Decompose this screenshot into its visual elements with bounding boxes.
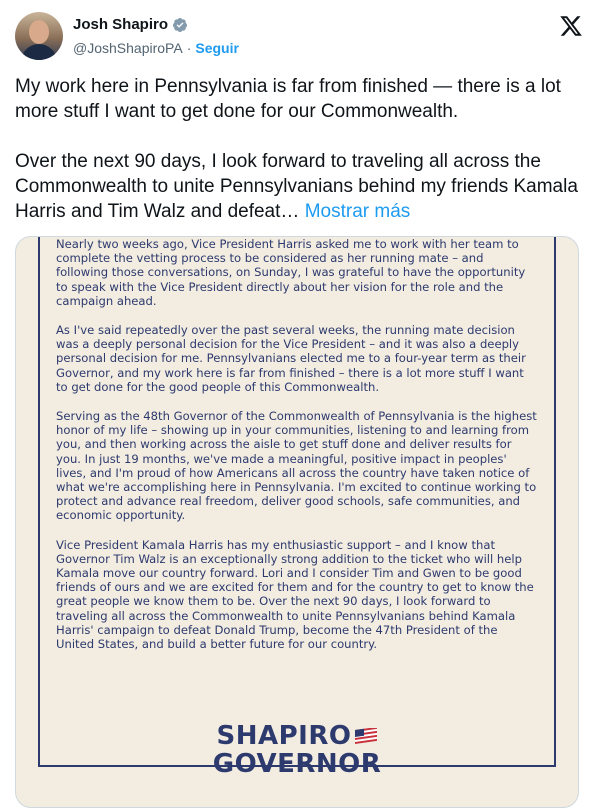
letter-paragraph: Nearly two weeks ago, Vice President Harris asked me to work with her team to complete the vetting process to be considered as her running mate – and following those conversations, on Sunday, I was grateful to have the opportunity to speak with the Vice President directly about her vision for the role and the campaign ahead. (56, 237, 526, 308)
attached-image[interactable] (15, 236, 579, 808)
letter-paragraph: Serving as the 48th Governor of the Commonwealth of Pennsylvania is the highest honor of my life – showing up in your communities, listening to and learning from you, and then working across the aisle to get stuff done and deliver results for you. In just 19 months, we've made a meaningful, positive impact in peoples' lives, and I'm proud of how Americans all across the country have taken notice of what we're accomplishing here in Pennsylvania. I'm excited to continue working to protect and advance real freedom, deliver good schools, safe communities, and economic opportunity. (56, 409, 537, 523)
tweet-paragraph-text: Over the next 90 days, I look forward to traveling all across the Commonwealth to unite Pennsylvanians behind my friends Kamala Harris and Tim Walz and defeat… (15, 151, 578, 222)
author-name-row (73, 16, 188, 33)
letter-body (56, 237, 538, 666)
us-flag-icon (355, 728, 377, 744)
logo-text-governor: GOVERNOR (212, 749, 382, 779)
author-handle-row (73, 40, 239, 56)
verified-badge-icon (172, 17, 188, 33)
shapiro-governor-logo (16, 721, 578, 779)
author-handle[interactable]: @JoshShapiroPA (73, 40, 183, 56)
tweet-text (15, 74, 585, 224)
avatar[interactable] (15, 12, 63, 60)
tweet-paragraph: My work here in Pennsylvania is far from finished — there is a lot more stuff I want to get done for our Commonwealth. (15, 76, 561, 122)
tweet-paragraph (15, 149, 585, 224)
separator: · (186, 40, 192, 56)
author-name[interactable]: Josh Shapiro (73, 16, 169, 33)
x-logo-icon[interactable] (559, 14, 583, 38)
follow-button[interactable]: Seguir (195, 40, 239, 56)
letter-paragraph: As I've said repeatedly over the past several weeks, the running mate decision was a deeply personal decision for the Vice President – and it was also a deeply personal decision for me. Pennsylvanians elected me to a four-year term as their Governor, and my work here is far from finished – there is a lot more stuff I want to get done for the good people of this Commonwealth. (56, 323, 526, 394)
logo-line-1 (217, 721, 378, 751)
logo-text-shapiro: SHAPIRO (216, 721, 352, 751)
letter-paragraph: Vice President Kamala Harris has my enthusiastic support – and I know that Governor Tim Walz is an exceptionally strong addition to the ticket who will help Kamala move our country forward. Lori and I consider Tim and Gwen to be good friends of ours and we are excited for them and for the country to get to know the great people we know them to be. Over the next 90 days, I look forward to traveling all across the Commonwealth to unite Pennsylvanians behind Kamala Harris' campaign to defeat Donald Trump, become the 47th President of the United States, and build a better future for our country. (56, 537, 534, 652)
show-more-link[interactable]: Mostrar más (304, 201, 411, 222)
tweet-header (15, 12, 585, 62)
